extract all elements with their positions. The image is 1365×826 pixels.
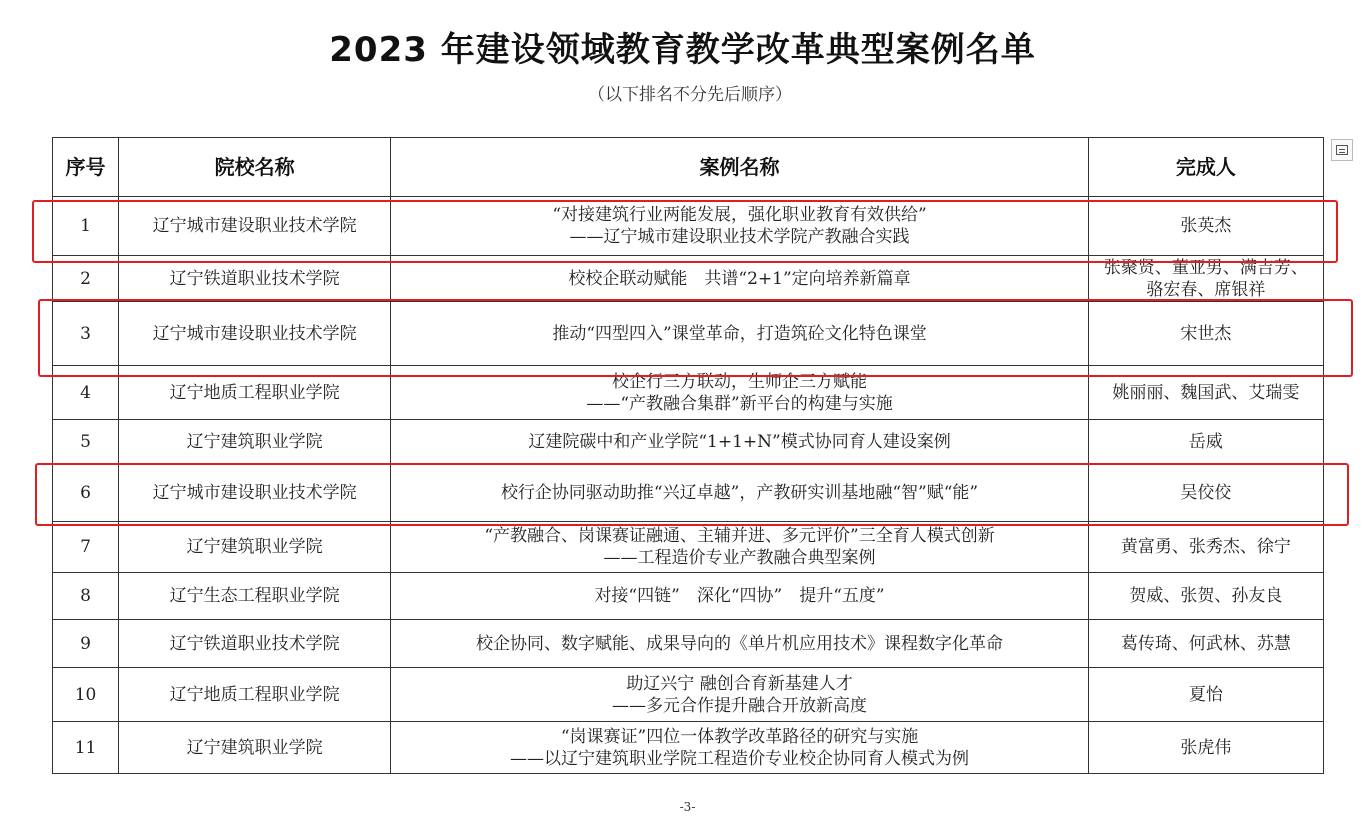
- header-person: 完成人: [1088, 138, 1323, 197]
- completed-by: [1088, 302, 1323, 366]
- table-row: [53, 464, 1324, 522]
- page-title: 2023 年建设领域教育教学改革典型案例名单: [329, 30, 1036, 70]
- case-name: [391, 722, 1089, 774]
- completed-by-line: 葛传琦、何武林、苏慧: [1120, 633, 1291, 654]
- completed-by-line: 骆宏春、席银祥: [1146, 279, 1266, 300]
- school-name: 辽宁城市建设职业技术学院: [119, 197, 391, 256]
- case-name-line: 校企协同、数字赋能、成果导向的《单片机应用技术》课程数字化革命: [476, 633, 1004, 654]
- table-row: [53, 522, 1324, 573]
- case-name-line: 辽建院碳中和产业学院“1+1+N”模式协同育人建设案例: [528, 431, 951, 452]
- table-row: [53, 256, 1324, 302]
- table-row: [53, 302, 1324, 366]
- completed-by-line: 张英杰: [1180, 216, 1232, 236]
- row-number: 7: [53, 522, 119, 573]
- completed-by-line: 吴佼佼: [1180, 482, 1232, 503]
- row-number: 11: [53, 722, 119, 774]
- school-name: 辽宁城市建设职业技术学院: [119, 302, 391, 366]
- page-number: -3-: [679, 800, 696, 814]
- case-name: [391, 668, 1089, 722]
- row-number: 10: [53, 668, 119, 722]
- case-name-line: “产教融合、岗课赛证融通、主辅并进、多元评价”三全育人模式创新: [484, 526, 995, 546]
- header-case: 案例名称: [391, 138, 1089, 197]
- completed-by-line: 黄富勇、张秀杰、徐宁: [1120, 537, 1291, 557]
- school-name: 辽宁城市建设职业技术学院: [119, 464, 391, 522]
- school-name: 辽宁建筑职业学院: [119, 722, 391, 774]
- completed-by: [1088, 197, 1323, 256]
- case-name: [391, 197, 1089, 256]
- case-name-line: 校行企协同驱动助推“兴辽卓越”，产教研实训基地融“智”赋“能”: [500, 482, 979, 503]
- table-row: [53, 573, 1324, 620]
- row-number: 1: [53, 197, 119, 256]
- table-row: [53, 197, 1324, 256]
- table-header-row: [53, 138, 1324, 197]
- completed-by: [1088, 464, 1323, 522]
- row-number: 8: [53, 573, 119, 620]
- table-row: [53, 668, 1324, 722]
- completed-by: [1088, 366, 1323, 420]
- completed-by-line: 贺威、张贺、孙友良: [1129, 586, 1283, 606]
- case-name-line: ——多元合作提升融合开放新高度: [612, 695, 868, 716]
- row-number: 9: [53, 620, 119, 668]
- school-name: 辽宁建筑职业学院: [119, 420, 391, 464]
- case-name: [391, 620, 1089, 668]
- case-name-line: ——辽宁城市建设职业技术学院产教融合实践: [569, 227, 910, 247]
- row-number: 6: [53, 464, 119, 522]
- case-name-line: ——以辽宁建筑职业学院工程造价专业校企协同育人模式为例: [510, 748, 970, 769]
- school-name: 辽宁地质工程职业学院: [119, 366, 391, 420]
- row-number: 4: [53, 366, 119, 420]
- completed-by-line: 张聚贤、董亚男、满吉芳、: [1103, 257, 1308, 278]
- header-school: 院校名称: [119, 138, 391, 197]
- case-name: [391, 573, 1089, 620]
- case-name: [391, 302, 1089, 366]
- school-name: 辽宁建筑职业学院: [119, 522, 391, 573]
- case-name-line: ——工程造价专业产教融合典型案例: [603, 548, 876, 568]
- page-subtitle: （以下排名不分先后顺序）: [588, 85, 792, 105]
- school-name: 辽宁生态工程职业学院: [119, 573, 391, 620]
- table-body: [53, 197, 1324, 774]
- school-name: 辽宁地质工程职业学院: [119, 668, 391, 722]
- school-name: 辽宁铁道职业技术学院: [119, 256, 391, 302]
- table-row: [53, 722, 1324, 774]
- completed-by: [1088, 256, 1323, 302]
- case-name: [391, 522, 1089, 573]
- completed-by: [1088, 668, 1323, 722]
- completed-by: [1088, 722, 1323, 774]
- completed-by-line: 夏怡: [1188, 684, 1223, 705]
- completed-by: [1088, 420, 1323, 464]
- completed-by: [1088, 620, 1323, 668]
- completed-by-line: 岳威: [1188, 431, 1223, 452]
- row-number: 3: [53, 302, 119, 366]
- completed-by-line: 姚丽丽、魏国武、艾瑞雯: [1112, 382, 1300, 403]
- completed-by: [1088, 522, 1323, 573]
- case-name: [391, 464, 1089, 522]
- case-name-line: 助辽兴宁 融创合育新基建人才: [626, 673, 853, 694]
- case-name-line: 推动“四型四入”课堂革命，打造筑砼文化特色课堂: [552, 323, 927, 344]
- row-number: 5: [53, 420, 119, 464]
- table-row: [53, 366, 1324, 420]
- row-number: 2: [53, 256, 119, 302]
- completed-by: [1088, 573, 1323, 620]
- case-name-line: 校校企联动赋能 共谱“2+1”定向培养新篇章: [568, 268, 911, 289]
- case-name-line: ——“产教融合集群”新平台的构建与实施: [586, 393, 893, 414]
- completed-by-line: 张虎伟: [1180, 737, 1232, 758]
- case-name-line: 校企行三方联动，生师企三方赋能: [612, 371, 868, 392]
- case-name: [391, 256, 1089, 302]
- table-row: [53, 420, 1324, 464]
- case-name-line: 对接“四链” 深化“四协” 提升“五度”: [594, 586, 885, 606]
- school-name: 辽宁铁道职业技术学院: [119, 620, 391, 668]
- case-list-table: [52, 137, 1324, 774]
- completed-by-line: 宋世杰: [1180, 323, 1232, 344]
- case-name: [391, 420, 1089, 464]
- case-name-line: “岗课赛证”四位一体教学改革路径的研究与实施: [560, 726, 919, 747]
- case-name: [391, 366, 1089, 420]
- case-name-line: “对接建筑行业两能发展，强化职业教育有效供给”: [552, 205, 927, 225]
- fullscreen-icon[interactable]: [1331, 139, 1353, 161]
- table-row: [53, 620, 1324, 668]
- header-no: 序号: [53, 138, 119, 197]
